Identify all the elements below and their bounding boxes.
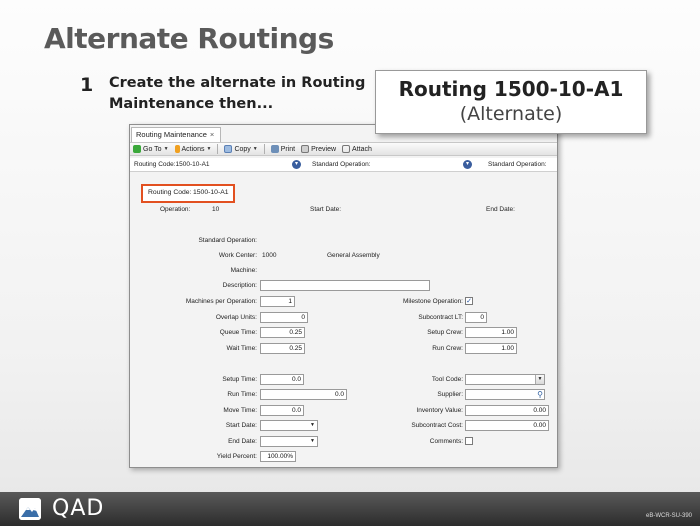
start-date-field[interactable] [260,420,318,431]
subcontract-cost-field[interactable]: 0.00 [465,420,549,431]
footer-bar [0,492,700,526]
inventory-value-field[interactable]: 0.00 [465,405,549,416]
attach-label: Attach [352,145,372,153]
attach-button[interactable] [342,145,372,153]
subcontract-lt-field[interactable]: 0 [465,312,487,323]
header-start-date-label: Start Date: [310,206,342,213]
inventory-value-label: Inventory Value: [416,407,463,414]
toolbar-divider [264,144,265,154]
search-icon[interactable]: ⚲ [537,390,543,399]
goto-button[interactable] [133,145,169,153]
end-date-label: End Date: [228,438,257,445]
copy-button[interactable] [224,145,257,153]
step-text: Create the alternate in Routing Maintenance then... [109,75,366,112]
run-time-field[interactable]: 0.0 [260,389,347,400]
copy-label: Copy [234,145,251,153]
overlap-units-field[interactable]: 0 [260,312,308,323]
preview-label: Preview [311,145,337,153]
wait-time-field[interactable]: 0.25 [260,343,305,354]
run-crew-field[interactable]: 1.00 [465,343,517,354]
routing-code-label: Routing Code: [148,189,192,196]
chevron-down-icon: ▼ [252,146,258,152]
actions-button[interactable] [175,145,212,153]
standard-operation-label: Standard Operation: [198,237,257,244]
chevron-down-icon: ▼ [206,146,212,152]
comments-label: Comments: [429,438,463,445]
qad-logo-icon [19,498,41,520]
print-icon [271,145,279,153]
work-center-label: Work Center: [218,252,257,259]
routing-code-highlight [141,184,235,203]
actions-label: Actions [181,145,205,153]
routing-code-nav: Routing Code:1500-10-A1 [134,161,210,168]
end-date-field[interactable] [260,436,318,447]
yield-percent-field[interactable]: 100.00% [260,451,296,462]
routing-code-value: 1500-10-A1 [193,189,229,196]
supplier-field[interactable] [465,389,545,400]
tab-routing-maintenance[interactable] [131,127,221,142]
comments-checkbox[interactable] [465,437,473,445]
expand-icon[interactable]: ▾ [463,160,472,169]
callout-title: Routing 1500-10-A1 [398,77,624,101]
machine-label: Machine: [230,267,257,274]
milestone-operation-label: Milestone Operation: [403,298,463,305]
queue-time-field[interactable]: 0.25 [260,327,305,338]
copy-icon [224,145,232,153]
qad-logo-text: QAD [52,496,105,521]
subcontract-lt-label: Subcontract LT: [418,314,463,321]
navigation-bar [130,158,557,172]
goto-icon [133,145,141,153]
run-time-label: Run Time: [227,391,257,398]
subcontract-cost-label: Subcontract Cost: [411,422,463,429]
callout-subtitle: (Alternate) [459,103,563,125]
move-time-label: Move Time: [223,407,257,414]
operation-value: 10 [212,206,220,213]
work-center-value: 1000 [262,252,277,259]
close-icon[interactable]: × [209,130,215,139]
wait-time-label: Wait Time: [226,345,257,352]
operation-label: Operation: [160,206,191,213]
print-label: Print [280,145,296,153]
description-label: Description: [222,282,257,289]
setup-crew-field[interactable]: 1.00 [465,327,517,338]
step-number: 1 [80,74,94,96]
chevron-down-icon[interactable]: ▼ [535,375,544,384]
description-field[interactable] [260,280,430,291]
start-date-label: Start Date: [225,422,257,429]
move-time-field[interactable]: 0.0 [260,405,304,416]
print-button[interactable] [271,145,295,153]
expand-icon[interactable]: ▾ [292,160,301,169]
routing-maintenance-window [129,124,558,468]
tab-label: Routing Maintenance [136,130,207,139]
standard-operation-nav-label-2: Standard Operation: [488,161,547,168]
preview-icon [301,145,309,153]
header-end-date-label: End Date: [486,206,515,213]
slide-title: Alternate Routings [44,22,334,55]
machines-per-operation-field[interactable]: 1 [260,296,295,307]
work-center-description: General Assembly [327,252,380,259]
tool-code-field[interactable] [465,374,545,385]
overlap-units-label: Overlap Units: [215,314,257,321]
run-crew-label: Run Crew: [432,345,463,352]
attach-icon [342,145,350,153]
setup-time-field[interactable]: 0.0 [260,374,304,385]
machines-per-operation-label: Machines per Operation: [185,298,257,305]
callout-box [375,70,647,134]
yield-percent-label: Yield Percent: [216,453,257,460]
toolbar-divider [217,144,218,154]
preview-button[interactable] [301,145,336,153]
slide-code: eB-WCR-SU-390 [645,513,692,519]
toolbar [130,142,557,156]
chevron-down-icon: ▼ [163,146,169,152]
milestone-operation-checkbox[interactable]: ✓ [466,298,472,305]
actions-icon [175,145,180,153]
goto-label: Go To [143,145,162,153]
standard-operation-nav-label: Standard Operation: [312,161,371,168]
setup-time-label: Setup Time: [222,376,257,383]
queue-time-label: Queue Time: [219,329,257,336]
chevron-down-icon[interactable]: ▼ [308,421,317,430]
tool-code-label: Tool Code: [431,376,463,383]
setup-crew-label: Setup Crew: [427,329,463,336]
chevron-down-icon[interactable]: ▼ [308,437,317,446]
supplier-label: Supplier: [437,391,463,398]
